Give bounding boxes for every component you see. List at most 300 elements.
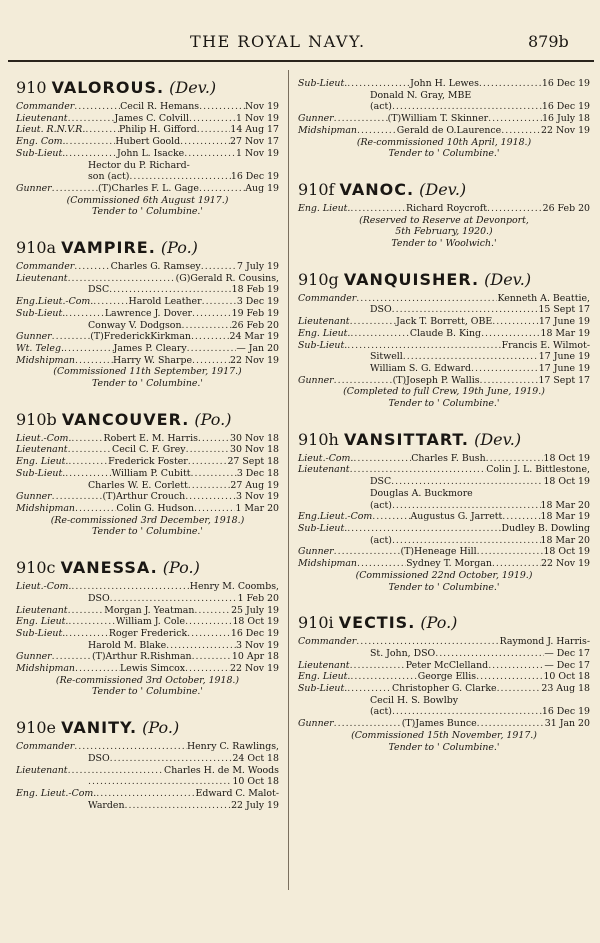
ship-title [298,430,590,450]
leader-dots [471,363,539,375]
officer-name: Raymond J. Harris- [499,636,590,648]
officer-row [16,320,279,332]
officer-row [16,183,279,195]
officer-row [16,628,279,640]
officer-row [16,491,279,503]
leader-dots [192,308,232,320]
seniority-date: 3 Nov 19 [236,491,280,503]
ship-number: 910 [16,78,52,97]
ship-entry [16,558,279,698]
officer-rank: Eng. Lieut. [16,616,69,628]
officer-name: Edward C. Malot- [195,787,279,799]
ship-port: (Po.) [420,613,458,633]
seniority-date: 16 July 18 [542,113,591,125]
officer-rank-indent [16,284,88,296]
officer-rank: Sub-Lieut. [298,78,348,89]
leader-dots [74,101,120,113]
officer-rank: Lieutenant [16,444,68,456]
officer-name: (act) [370,101,392,113]
leader-dots [481,328,540,340]
officer-name: Cecil R. Hemans [120,101,200,112]
officer-rank-indent [298,706,370,718]
officer-rank: Eng. Lieut. [298,327,351,339]
officer-rank: Gunner [298,546,334,558]
officer-rank: Midshipman [298,558,357,570]
officer-row [298,113,590,125]
officer-rank: Sub-Lieut. [16,147,66,159]
officer-name: DSC [88,284,110,296]
officer-name: (act) [370,534,392,546]
officer-row [298,648,590,660]
officer-rank-indent [16,480,88,492]
officer-row [298,340,590,352]
officer-rank-indent [16,320,88,332]
officer-rank-indent [16,171,88,183]
officer-row [16,355,279,367]
leader-dots [501,125,541,137]
officer-row [16,113,279,125]
leader-dots [403,351,539,363]
leader-dots [65,308,105,320]
officer-name: Richard Roycroft [406,202,488,214]
ship-name: VAMPIRE. [61,238,156,258]
officer-row [298,375,590,387]
officer-row [298,683,590,695]
officer-name: Charles W. E. Corlett [88,479,188,491]
leader-dots [191,468,237,480]
leader-dots [71,581,189,593]
ship-name: VANCOUVER. [61,409,190,429]
officer-rank: Gunner [16,182,52,194]
ship-port: (Dev.) [474,429,522,449]
leader-dots [75,503,116,515]
officer-rank: Sub-Lieut. [16,467,66,479]
leader-dots [182,320,232,332]
officer-row [298,304,590,316]
seniority-date: 18 Oct 19 [543,546,590,558]
leader-dots [347,683,392,695]
officer-row [298,293,590,305]
commission-note: (Commissioned 15th November, 1917.) [351,729,537,741]
leader-dots [185,616,232,628]
officer-name: (T)Charles F. L. Gage [97,182,199,194]
leader-dots [96,788,195,800]
officer-row [298,363,590,375]
ship-number: 910e [16,718,62,738]
seniority-date: 1 Feb 20 [237,592,279,604]
leader-dots [194,605,231,617]
officer-name: Augustus G. Jarrett [410,511,503,523]
leader-dots [110,593,238,605]
leader-dots [75,663,120,675]
leader-dots [477,718,545,730]
officer-name: Jack T. Borrett, OBE [396,316,493,328]
leader-dots [334,113,388,125]
officer-name: (act) [370,499,392,511]
seniority-date: 22 Nov 19 [230,663,279,675]
officer-name: Sydney T. Morgan [406,558,492,570]
tender-note: Tender to ' Columbine.' [92,206,203,218]
ship-entry [16,238,279,390]
leader-dots [347,78,410,90]
tender-note: Tender to ' Columbine.' [92,686,203,698]
officer-name: Cecil H. S. Bowlby [370,694,458,706]
officer-rank: Gunner [16,331,52,343]
seniority-date: 22 Nov 19 [541,558,590,570]
leader-dots [492,558,541,570]
leader-dots [110,753,233,765]
leader-dots [187,343,237,355]
officer-row [298,101,590,113]
officer-name: (T)Heneage Hill [400,546,477,558]
officer-row [16,261,279,273]
officer-name: George Ellis [417,671,477,683]
officer-name: Henry C. Rawlings, [186,741,279,753]
officer-rank: Lieut.-Com. [298,452,354,464]
officer-row [16,788,279,800]
ship-number: 910c [16,558,61,578]
ship-title [16,238,279,258]
officer-rank: Lieutenant [16,604,68,616]
officer-name: DSO [88,752,110,764]
officer-rank-indent [16,753,88,765]
officer-rank: Sub-Lieut. [298,339,348,351]
leader-dots [74,741,187,753]
officer-row [298,718,590,730]
commission-note: (Re-commissioned 3rd December, 1918.) [50,514,245,526]
officer-name: (G)Gerald R. Cousins, [175,272,279,284]
seniority-date: 16 Dec 19 [541,78,590,89]
commission-note: (Completed to full Crew, 19th June, 1919.) [343,386,545,398]
leader-dots [347,523,501,535]
seniority-date: 18 Oct 19 [543,476,590,488]
officer-name: Roger Frederick [108,627,188,639]
officer-rank: Sub-Lieut. [16,307,66,319]
running-title: THE ROYAL NAVY. [190,32,366,51]
officer-name: Charles G. Ramsey [110,261,201,273]
officer-row [16,616,279,628]
officer-name: Lewis Simcox [119,663,186,675]
officer-name: St. John, DSO [370,647,436,659]
commission-note: (Commissioned 6th August 1917.) [66,194,229,206]
officer-name: Francis E. Wilmot- [501,339,590,351]
officer-row [298,78,590,90]
leader-dots [180,136,230,148]
tender-note: Tender to ' Woolwich.' [391,238,497,250]
leader-dots [497,683,542,695]
officer-row [16,331,279,343]
leader-dots [350,328,409,340]
leader-dots [129,171,230,183]
ship-number: 910a [16,238,62,258]
officer-rank-indent [298,363,370,375]
seniority-date: 3 Dec 19 [236,296,279,308]
officer-rank-indent [298,304,370,316]
officer-name: William P. Cubitt [111,467,191,479]
officer-rank: Gunner [298,374,334,386]
leader-dots [68,605,105,617]
seniority-date: 31 Jan 20 [544,718,590,730]
leader-dots [68,765,164,777]
seniority-date: 24 Oct 18 [232,752,279,764]
ship-title [16,558,279,578]
ship-entry [16,718,279,811]
officer-name: Lawrence J. Dover [104,307,192,319]
leader-dots [487,203,543,215]
officer-row [298,546,590,558]
officer-row [16,148,279,160]
leader-dots [74,261,110,273]
officer-name: (T)Joseph P. Wallis [392,374,480,386]
leader-dots [75,355,113,367]
seniority-date: 16 Dec 19 [541,706,590,718]
officer-name: (act) [370,706,392,718]
officer-row [298,660,590,672]
leader-dots [166,640,236,652]
leader-dots [488,660,544,672]
officer-name: DSO [88,592,110,604]
leader-dots [65,468,111,480]
officer-row [16,753,279,765]
officer-rank: Eng.Lieut.-Com [298,511,373,523]
leader-dots [477,546,544,558]
leader-dots [186,444,230,456]
ship-port: (Dev.) [169,78,217,97]
seniority-date: Aug 19 [245,182,280,194]
officer-row [298,671,590,683]
officer-rank: Commander [298,636,357,648]
ship-number: 910h [298,429,344,449]
ship-name: VANITY. [61,718,138,738]
column-divider [288,70,289,890]
seniority-date: 26 Feb 20 [542,202,591,214]
leader-dots [187,628,231,640]
leader-dots [194,503,235,515]
leader-dots [199,183,245,195]
officer-name: Cecil C. F. Grey [112,444,186,456]
officer-rank: Lieutenant [16,272,68,284]
leader-dots [488,113,542,125]
officer-row [16,581,279,593]
leader-dots [65,148,117,160]
seniority-date: 1 Nov 19 [236,112,280,124]
ship-title [298,270,590,290]
officer-row [16,593,279,605]
leader-dots [479,78,542,90]
leader-dots [184,148,236,160]
ship-port: (Po.) [162,558,200,578]
officer-row [298,453,590,465]
tender-note: Tender to ' Columbine.' [388,148,500,160]
leader-dots [334,546,401,558]
officer-rank: Eng. Lieut. [298,202,351,214]
officer-row [298,706,590,718]
leader-dots [188,456,228,468]
seniority-date: 30 Nov 18 [230,444,280,456]
leader-dots [356,293,497,305]
officer-row [16,433,279,445]
commission-note: (Reserved to Reserve at Devonport, [359,214,529,226]
leader-dots [88,776,232,788]
leader-dots [392,304,539,316]
ship-entry [298,78,590,160]
officer-row [298,558,590,570]
leader-dots [68,113,115,125]
officer-rank: Commander [16,101,75,112]
ship-name: VECTIS. [338,613,416,633]
leader-dots [52,651,92,663]
officer-rank-indent [16,776,88,788]
officer-row [16,136,279,148]
seniority-date: 24 Mar 19 [229,331,280,343]
tender-note: Tender to ' Columbine.' [92,378,203,390]
officer-row [298,328,590,340]
officer-name: John L. Isacke [116,147,185,159]
seniority-date: 27 Sept 18 [227,456,279,468]
right-column [298,78,590,773]
seniority-date: 22 Nov 19 [230,354,280,366]
leader-dots [486,453,544,465]
leader-dots [353,453,411,465]
seniority-date: 17 June 19 [538,362,590,374]
officer-name: Harry W. Sharpe [112,354,193,366]
officer-rank-indent [16,593,88,605]
officer-rank: Sub-Lieut. [298,683,348,695]
seniority-date: 26 Feb 20 [231,319,279,331]
officer-rank: Eng. Lieut. [298,671,351,683]
ship-port: (Dev.) [484,269,532,289]
officer-row [298,500,590,512]
seniority-date: Nov 19 [244,101,280,112]
seniority-date: 3 Dec 18 [236,467,279,479]
officer-name: (T)Arthur Crouch [102,491,186,503]
officer-row [298,316,590,328]
officer-rank: Lieutenant [298,464,350,476]
leader-dots [334,375,393,387]
officer-rank: Gunner [298,113,334,125]
leader-dots [199,101,245,113]
officer-rank: Lieutenant [298,316,350,328]
leader-dots [85,124,119,136]
officer-name: Christopher G. Clarke [392,683,497,695]
officer-row [16,800,279,812]
officer-row [16,503,279,515]
seniority-date: 16 Dec 19 [230,627,280,639]
tender-note: Tender to ' Columbine.' [92,526,203,538]
officer-rank: Gunner [298,718,334,730]
officer-row [298,523,590,535]
officer-name: Peter McClelland [405,659,489,671]
ship-number: 910i [298,613,339,633]
seniority-date: 1 Mar 20 [235,502,279,514]
leader-dots [350,671,417,683]
officer-row [16,663,279,675]
leader-dots [391,476,543,488]
leader-dots [68,616,115,628]
officer-rank-indent [298,90,370,102]
officer-name: Claude B. King [409,327,482,339]
leader-dots [109,284,232,296]
ship-title [298,613,590,633]
leader-dots [65,628,109,640]
page-header [0,30,600,56]
ship-name: VANOC. [339,179,415,199]
officer-rank-indent [298,695,370,707]
seniority-date: 17 Sept 17 [538,374,591,386]
officer-rank: Lieut.-Com. [16,581,72,593]
officer-name: (T)William T. Skinner [387,113,489,125]
officer-rank-indent [298,488,370,500]
leader-dots [188,480,231,492]
leader-dots [52,491,103,503]
officer-row [16,101,279,113]
seniority-date: — Dec 17 [544,647,590,659]
seniority-date: 10 Oct 18 [232,776,279,788]
officer-name: William S. G. Edward [370,362,472,374]
leader-dots [347,340,501,352]
officer-row [16,480,279,492]
officer-name: DSO [370,304,392,316]
ship-entry [298,180,590,250]
officer-name: Warden [88,799,125,811]
seniority-date: 22 Nov 19 [541,124,591,136]
officer-name: (T)James Bunce [401,718,477,730]
ship-port: (Po.) [194,409,232,429]
officer-name: (T)FrederickKirkman [90,331,191,343]
ship-name: VANQUISHER. [343,269,480,289]
officer-row [16,124,279,136]
officer-name: Hector du P. Richard- [88,159,190,171]
officer-rank-indent [298,101,370,113]
officer-row [298,511,590,523]
officer-row [298,488,590,500]
ship-name: VANSITTART. [343,429,469,449]
seniority-date: 15 Sept 17 [538,304,590,316]
leader-dots [64,343,114,355]
leader-dots [68,456,108,468]
officer-name: John H. Lewes [410,78,479,89]
commission-note: (Re-commissioned 3rd October, 1918.) [55,674,240,686]
commission-note: (Re-commissioned 10th April, 1918.) [356,136,532,148]
officer-rank-indent [298,351,370,363]
officer-row [298,90,590,102]
officer-row [16,171,279,183]
officer-rank: Midshipman [16,502,75,514]
leader-dots [480,375,539,387]
officer-rank: Midshipman [298,124,357,136]
ship-number: 910f [298,179,340,199]
leader-dots [192,355,230,367]
seniority-date: 18 Mar 19 [540,511,590,523]
officer-rank: Commander [298,292,357,304]
tender-note: Tender to ' Columbine.' [388,581,500,593]
leader-dots [502,511,540,523]
officer-row [298,476,590,488]
ship-entry [298,270,590,410]
commission-note: 5th February, 1920.) [395,226,493,238]
officer-name: Sitwell [370,351,403,363]
ship-name: VANESSA. [60,558,158,578]
officer-row [298,351,590,363]
ship-port: (Dev.) [419,179,467,199]
leader-dots [350,464,487,476]
seniority-date: 18 Mar 19 [540,327,591,339]
ship-port: (Po.) [160,238,198,258]
seniority-date: 18 Feb 19 [231,284,279,296]
leader-dots [192,651,232,663]
leader-dots [392,101,542,113]
officer-name: Colin J. L. Bittlestone, [486,464,590,476]
